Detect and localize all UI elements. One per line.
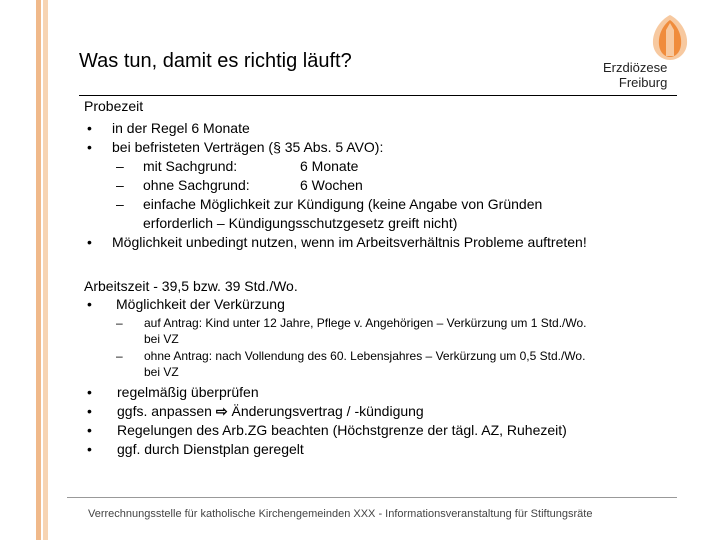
sachgrund-value: 6 Monate bbox=[300, 158, 359, 174]
ohne-sachgrund-label: ohne Sachgrund: bbox=[143, 177, 250, 193]
bullet: • bbox=[87, 403, 92, 419]
probezeit-item-1: in der Regel 6 Monate bbox=[112, 120, 250, 136]
footer-text: Verrechnungsstelle für katholische Kirchengemeinden XXX - Informationsveranstaltung für Stiftungsräte bbox=[88, 508, 593, 520]
ohne-antrag-line-2: bei VZ bbox=[144, 365, 179, 379]
footer-divider bbox=[67, 497, 677, 498]
bullet: • bbox=[87, 139, 92, 155]
dash: – bbox=[116, 196, 124, 212]
dash: – bbox=[116, 316, 123, 330]
dash: – bbox=[116, 349, 123, 363]
arbeitszeit-item-1: Möglichkeit der Verkürzung bbox=[116, 296, 285, 312]
arbeitszeit-item-3 bbox=[117, 402, 424, 420]
bullet: • bbox=[87, 120, 92, 136]
accent-bar-right bbox=[43, 0, 48, 540]
probezeit-item-3: Möglichkeit unbedingt nutzen, wenn im Arbeitsverhältnis Probleme auftreten! bbox=[112, 234, 587, 250]
arbeitszeit-heading: Arbeitszeit - 39,5 bzw. 39 Std./Wo. bbox=[84, 278, 298, 294]
dash: – bbox=[116, 158, 124, 174]
antrag-line-1: auf Antrag: Kind unter 12 Jahre, Pflege v. Angehörigen – Verkürzung um 1 Std./Wo. bbox=[144, 316, 587, 330]
accent-bar-left bbox=[36, 0, 41, 540]
logo-line1: Erzdiözese bbox=[603, 60, 668, 75]
erzdioezese-logo-icon bbox=[648, 12, 692, 62]
right-arrow-icon: ⇨ bbox=[215, 403, 228, 419]
arbeitszeit-item-5: ggf. durch Dienstplan geregelt bbox=[117, 441, 304, 457]
kuendigung-line-2: erforderlich – Kündigungsschutzgesetz greift nicht) bbox=[143, 215, 458, 231]
antrag-line-2: bei VZ bbox=[144, 332, 179, 346]
kuendigung-line-1: einfache Möglichkeit zur Kündigung (keine Angabe von Gründen bbox=[143, 196, 543, 212]
probezeit-item-2: bei befristeten Verträgen (§ 35 Abs. 5 AVO): bbox=[112, 139, 384, 155]
title-divider bbox=[79, 95, 677, 96]
bullet: • bbox=[87, 422, 92, 438]
aenderung-text: Änderungsvertrag / -kündigung bbox=[231, 403, 424, 419]
arbeitszeit-item-2: regelmäßig überprüfen bbox=[117, 384, 259, 400]
anpassen-text: ggfs. anpassen bbox=[117, 403, 212, 419]
probezeit-heading: Probezeit bbox=[84, 98, 144, 114]
ohne-antrag-line-1: ohne Antrag: nach Vollendung des 60. Lebensjahres – Verkürzung um 0,5 Std./Wo. bbox=[144, 349, 586, 363]
bullet: • bbox=[87, 384, 92, 400]
bullet: • bbox=[87, 296, 92, 312]
logo-wordmark bbox=[603, 60, 667, 90]
sachgrund-label: mit Sachgrund: bbox=[143, 158, 238, 174]
bullet: • bbox=[87, 441, 92, 457]
arbeitszeit-item-4: Regelungen des Arb.ZG beachten (Höchstgrenze der tägl. AZ, Ruhezeit) bbox=[117, 422, 567, 438]
bullet: • bbox=[87, 234, 92, 250]
ohne-sachgrund-value: 6 Wochen bbox=[300, 177, 363, 193]
logo-line2: Freiburg bbox=[618, 75, 668, 90]
slide-title: Was tun, damit es richtig läuft? bbox=[79, 50, 352, 72]
dash: – bbox=[116, 177, 124, 193]
